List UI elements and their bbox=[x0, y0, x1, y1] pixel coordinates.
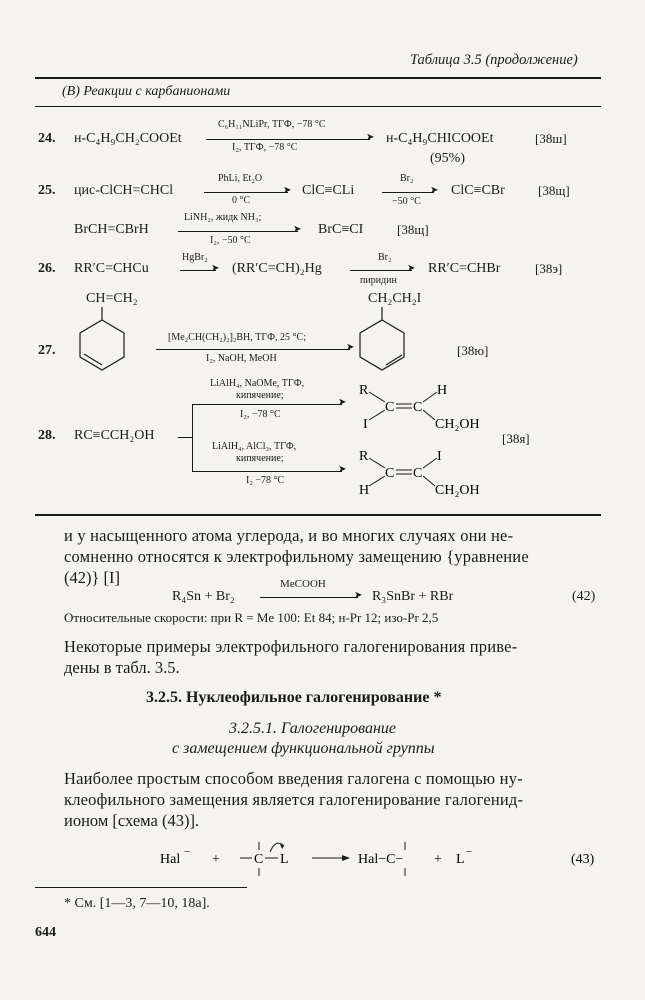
running-header: Таблица 3.5 (продолжение) bbox=[410, 52, 578, 68]
reaction-number: 28. bbox=[38, 428, 56, 443]
reactant: RC≡CCH₂OH bbox=[74, 428, 155, 443]
condition-bottom: пиридин bbox=[360, 275, 397, 286]
paragraph-line: клеофильного замещения является галогенирование галогенид- bbox=[64, 790, 524, 809]
condition-line: LiAlH₄, AlCl₃, ТГФ, bbox=[212, 441, 297, 452]
reaction-arrow bbox=[192, 471, 342, 472]
intermediate: (RR′C=CH)₂Hg bbox=[232, 261, 322, 276]
condition-top: [Me₂CH(CH₂)₂]₂BH, ТГФ, 25 °C; bbox=[168, 332, 307, 343]
paragraph-line: и у насыщенного атома углерода, и во многих случаях они не- bbox=[64, 526, 514, 545]
condition-top: C₆H₁₁NLiPr, ТГФ, −78 °C bbox=[218, 119, 326, 130]
atom-H: H bbox=[359, 483, 370, 498]
condition-bottom: −50 °C bbox=[392, 196, 421, 207]
yield: (95%) bbox=[430, 151, 465, 166]
atom-C2: C bbox=[413, 466, 423, 481]
reaction-number: 25. bbox=[38, 183, 56, 198]
condition-top: HgBr₂ bbox=[182, 252, 208, 263]
arrow-head: ➤ bbox=[354, 590, 363, 601]
arrow-head: ➤ bbox=[338, 464, 347, 475]
intermediate: ClC≡CLi bbox=[302, 183, 355, 198]
charge-minus: − bbox=[184, 846, 191, 858]
paragraph-line: дены в табл. 3.5. bbox=[64, 658, 180, 677]
reference: [38щ] bbox=[538, 183, 570, 198]
relative-rates: Относительные скорости: при R = Me 100: Et 84; н-Pr 12; изо-Pr 2,5 bbox=[64, 610, 439, 625]
reaction-arrow bbox=[178, 231, 298, 232]
atom-H: H bbox=[437, 383, 448, 398]
equation-arrow bbox=[260, 597, 358, 598]
arrow-head: ➤ bbox=[293, 224, 302, 235]
atom-C2: C bbox=[413, 400, 423, 415]
arrow-head: ➤ bbox=[346, 342, 355, 353]
reactant: н-C₄H₉CH₂COOEt bbox=[74, 131, 182, 146]
leaving-group: L bbox=[280, 852, 289, 867]
paragraph-line: Некоторые примеры электрофильного галогенирования приве- bbox=[64, 637, 518, 656]
reaction-arrow bbox=[206, 139, 370, 140]
reference: [38э] bbox=[535, 261, 563, 276]
upper-alkene-product bbox=[355, 378, 495, 440]
paragraph-line: ионом [схема (43)]. bbox=[64, 811, 200, 830]
reference: [38ш] bbox=[535, 131, 567, 146]
cyclohexene-ring-right bbox=[352, 305, 432, 375]
section-rule bbox=[35, 106, 601, 107]
reactant: цис-ClCH=CHCl bbox=[74, 183, 174, 198]
equation-right: R₃SnBr + RBr bbox=[372, 589, 454, 604]
atom-I: I bbox=[437, 449, 442, 464]
paragraph-line: Наиболее простым способом введения галогена с помощью ну- bbox=[64, 769, 523, 788]
scheme-43 bbox=[150, 836, 610, 884]
halide-ion: Hal bbox=[160, 852, 181, 867]
subsection-heading-line1: 3.2.5.1. Галогенирование bbox=[229, 720, 397, 737]
condition-top: Br₂ bbox=[378, 252, 392, 263]
condition-top: PhLi, Et₂O bbox=[218, 173, 263, 184]
reaction-arrow bbox=[204, 192, 288, 193]
table-bottom-rule bbox=[35, 514, 601, 516]
reaction-arrow bbox=[382, 192, 434, 193]
atom-C1: C bbox=[385, 400, 395, 415]
arrow-head: ➤ bbox=[283, 185, 292, 196]
condition-bottom: I₂, ТГФ, −78 °C bbox=[232, 142, 298, 153]
product: RR′C=CHBr bbox=[428, 261, 501, 276]
condition-bottom: I₂, −50 °C bbox=[210, 235, 251, 246]
condition-top: Br₂ bbox=[400, 173, 414, 184]
product-fragment: Hal−C− bbox=[358, 852, 404, 867]
atom-I: I bbox=[363, 417, 368, 432]
cyclohexene-ring-left bbox=[62, 305, 142, 375]
subsection-heading-line2: с замещением функциональной группы bbox=[172, 740, 435, 757]
condition-line: кипячение; bbox=[236, 390, 284, 401]
paragraph-line: (42)} [I] bbox=[64, 568, 121, 587]
vinyl-substituent: CH=CH₂ bbox=[86, 291, 138, 306]
arrow-head: ➤ bbox=[366, 132, 375, 143]
lower-alkene-product bbox=[355, 444, 495, 506]
reactant: BrCH=CBrH bbox=[74, 222, 149, 237]
footnote: * См. [1—3, 7—10, 18а]. bbox=[64, 896, 210, 911]
condition-bottom: I₂, NaOH, MeOH bbox=[206, 353, 277, 364]
reaction-number: 24. bbox=[38, 131, 56, 146]
page-number: 644 bbox=[35, 925, 56, 940]
product: н-C₄H₉CHICOOEt bbox=[386, 131, 494, 146]
product: ClC≡CBr bbox=[451, 183, 505, 198]
arrow-head: ➤ bbox=[338, 397, 347, 408]
atom-C1: C bbox=[385, 466, 395, 481]
branch-bracket bbox=[192, 404, 193, 472]
condition-line: I₂, −78 °C bbox=[240, 409, 281, 420]
leaving-group-anion: L bbox=[456, 852, 465, 867]
footnote-rule bbox=[35, 887, 247, 888]
section-heading: 3.2.5. Нуклеофильное галогенирование * bbox=[146, 689, 442, 706]
condition-line: I₂ −78 °C bbox=[246, 475, 285, 486]
condition-line: LiAlH₄, NaOMe, ТГФ, bbox=[210, 378, 305, 389]
plus-sign: + bbox=[212, 852, 220, 867]
arrow-head: ➤ bbox=[407, 263, 416, 274]
condition-bottom: 0 °C bbox=[232, 195, 251, 206]
reference: [38ю] bbox=[457, 343, 489, 358]
condition-top: LiNH₂, жидк NH₃; bbox=[184, 212, 262, 223]
reaction-arrow bbox=[350, 270, 412, 271]
atom-CH2OH: CH₂OH bbox=[435, 417, 480, 432]
equation-number: (43) bbox=[571, 852, 595, 867]
reaction-arrow bbox=[156, 349, 350, 350]
equation-condition: MeCOOH bbox=[280, 578, 326, 590]
reactant: RR′C=CHCu bbox=[74, 261, 149, 276]
condition-line: кипячение; bbox=[236, 453, 284, 464]
atom-CH2OH: CH₂OH bbox=[435, 483, 480, 498]
reference: [38щ] bbox=[397, 222, 429, 237]
atom-R: R bbox=[359, 449, 369, 464]
arrow-head: ➤ bbox=[211, 263, 220, 274]
equation-number: (42) bbox=[572, 589, 596, 604]
reaction-arrow bbox=[192, 404, 342, 405]
reference: [38я] bbox=[502, 431, 530, 446]
atom-R: R bbox=[359, 383, 369, 398]
equation-left: R₄Sn + Br₂ bbox=[172, 589, 235, 604]
reaction-number: 26. bbox=[38, 261, 56, 276]
product: BrC≡CI bbox=[318, 222, 364, 237]
iodoethyl-substituent: CH₂CH₂I bbox=[368, 291, 422, 306]
paragraph-line: сомненно относятся к электрофильному замещению {уравнение bbox=[64, 547, 529, 566]
header-rule bbox=[35, 77, 601, 79]
reaction-number: 27. bbox=[38, 343, 56, 358]
arrow-head: ➤ bbox=[430, 185, 439, 196]
branch-connector bbox=[178, 437, 192, 438]
charge-minus: − bbox=[466, 846, 473, 858]
carbon-atom: C bbox=[254, 852, 264, 867]
plus-sign: + bbox=[434, 852, 442, 867]
section-label: (В) Реакции с карбанионами bbox=[62, 84, 231, 99]
